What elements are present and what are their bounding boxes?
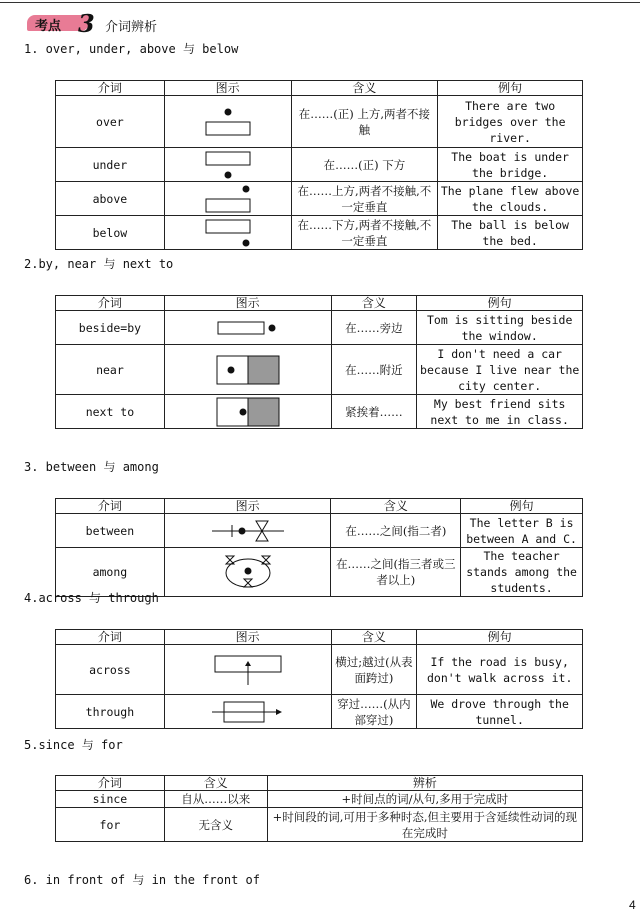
header-meaning: 含义: [331, 499, 461, 514]
table-by-near: [55, 295, 583, 429]
meaning-cell: 在……之间(指三者或三者以上): [331, 548, 461, 597]
meaning-cell: 在……(正) 下方: [291, 148, 438, 182]
prep-cell: near: [56, 345, 165, 395]
below-diagram-icon: [198, 218, 258, 248]
section-heading-1: 1. over, under, above 与 below: [24, 42, 239, 56]
table-row: [56, 808, 583, 842]
under-diagram-icon: [198, 150, 258, 180]
diagram-cell: [164, 216, 291, 250]
prep-cell: above: [56, 182, 165, 216]
table-header-row: [56, 776, 583, 791]
header-diagram: 图示: [164, 296, 331, 311]
prep-cell: for: [56, 808, 165, 842]
prep-cell: under: [56, 148, 165, 182]
beside-diagram-icon: [213, 318, 283, 338]
prep-cell: next to: [56, 395, 165, 429]
table-row: [56, 182, 583, 216]
header-diagram: 图示: [164, 630, 331, 645]
table-across-through: [55, 629, 583, 729]
top-rule: [0, 2, 640, 3]
meaning-cell: 在……上方,两者不接触,不一定垂直: [291, 182, 438, 216]
diagram-cell: [164, 311, 331, 345]
header-prep: 介词: [56, 499, 165, 514]
section-heading-2: 2.by, near 与 next to: [24, 257, 174, 271]
table-row: [56, 216, 583, 250]
header-meaning: 含义: [331, 630, 417, 645]
section-heading-3: 3. between 与 among: [24, 460, 159, 474]
table-since-for: [55, 775, 583, 842]
meaning-cell: 在……旁边: [331, 311, 417, 345]
header-prep: 介词: [56, 81, 165, 96]
page-number: 4: [629, 898, 636, 912]
meaning-cell: 无含义: [164, 808, 267, 842]
analysis-cell: +时间点的词/从句,多用于完成时: [267, 791, 582, 808]
table-row: [56, 514, 583, 548]
next-to-diagram-icon: [215, 396, 281, 428]
header-example: 例句: [438, 81, 583, 96]
header-diagram: 图示: [164, 81, 291, 96]
prep-cell: over: [56, 96, 165, 148]
meaning-cell: 在……下方,两者不接触,不一定垂直: [291, 216, 438, 250]
header-diagram: 图示: [164, 499, 331, 514]
table-header-row: [56, 499, 583, 514]
table-row: [56, 345, 583, 395]
diagram-cell: [164, 514, 331, 548]
section-heading-6: 6. in front of 与 in the front of: [24, 873, 260, 887]
header-prep: 介词: [56, 630, 165, 645]
meaning-cell: 穿过……(从内部穿过): [331, 695, 417, 729]
diagram-cell: [164, 345, 331, 395]
prep-cell: across: [56, 645, 165, 695]
over-diagram-icon: [198, 105, 258, 139]
across-diagram-icon: [213, 652, 283, 688]
prep-cell: through: [56, 695, 165, 729]
among-diagram-icon: [223, 555, 273, 589]
example-cell: I don't need a car because I live near the city center.: [417, 345, 583, 395]
meaning-cell: 在……之间(指二者): [331, 514, 461, 548]
table-header-row: [56, 81, 583, 96]
table-header-row: [56, 630, 583, 645]
prep-cell: below: [56, 216, 165, 250]
header-meaning: 含义: [291, 81, 438, 96]
example-cell: We drove through the tunnel.: [417, 695, 583, 729]
prep-cell: among: [56, 548, 165, 597]
example-cell: There are two bridges over the river.: [438, 96, 583, 148]
above-diagram-icon: [198, 184, 258, 214]
table-row: [56, 311, 583, 345]
prep-cell: since: [56, 791, 165, 808]
analysis-cell: +时间段的词,可用于多种时态,但主要用于含延续性动词的现在完成时: [267, 808, 582, 842]
example-cell: Tom is sitting beside the window.: [417, 311, 583, 345]
prep-cell: beside=by: [56, 311, 165, 345]
table-row: [56, 96, 583, 148]
meaning-cell: 在……(正) 上方,两者不接触: [291, 96, 438, 148]
example-cell: The boat is under the bridge.: [438, 148, 583, 182]
example-cell: If the road is busy, don't walk across it.: [417, 645, 583, 695]
table-row: [56, 148, 583, 182]
header-example: 例句: [417, 630, 583, 645]
table-between-among: [55, 498, 583, 597]
through-diagram-icon: [210, 700, 286, 724]
meaning-cell: 自从……以来: [164, 791, 267, 808]
example-cell: The teacher stands among the students.: [461, 548, 583, 597]
badge-number: 3: [78, 9, 95, 38]
diagram-cell: [164, 548, 331, 597]
prep-cell: between: [56, 514, 165, 548]
example-cell: The ball is below the bed.: [438, 216, 583, 250]
between-diagram-icon: [210, 517, 286, 545]
section-heading-4: 4.across 与 through: [24, 591, 159, 605]
header-prep: 介词: [56, 296, 165, 311]
table-row: [56, 791, 583, 808]
meaning-cell: 在……附近: [331, 345, 417, 395]
header-example: 例句: [417, 296, 583, 311]
diagram-cell: [164, 645, 331, 695]
header-meaning: 含义: [331, 296, 417, 311]
header-analysis: 辨析: [267, 776, 582, 791]
diagram-cell: [164, 148, 291, 182]
diagram-cell: [164, 395, 331, 429]
meaning-cell: 横过;越过(从表面跨过): [331, 645, 417, 695]
page-title: 介词辨析: [105, 20, 158, 35]
example-cell: My best friend sits next to me in class.: [417, 395, 583, 429]
table-row: [56, 695, 583, 729]
table-over-under: [55, 80, 583, 250]
example-cell: The letter B is between A and C.: [461, 514, 583, 548]
near-diagram-icon: [215, 354, 281, 386]
table-row: [56, 645, 583, 695]
header-prep: 介词: [56, 776, 165, 791]
meaning-cell: 紧挨着……: [331, 395, 417, 429]
diagram-cell: [164, 182, 291, 216]
table-row: [56, 395, 583, 429]
diagram-cell: [164, 96, 291, 148]
section-heading-5: 5.since 与 for: [24, 738, 123, 752]
table-header-row: [56, 296, 583, 311]
badge-label: 考点: [35, 19, 62, 34]
header-example: 例句: [461, 499, 583, 514]
header-meaning: 含义: [164, 776, 267, 791]
topic-badge: [27, 9, 97, 38]
example-cell: The plane flew above the clouds.: [438, 182, 583, 216]
diagram-cell: [164, 695, 331, 729]
